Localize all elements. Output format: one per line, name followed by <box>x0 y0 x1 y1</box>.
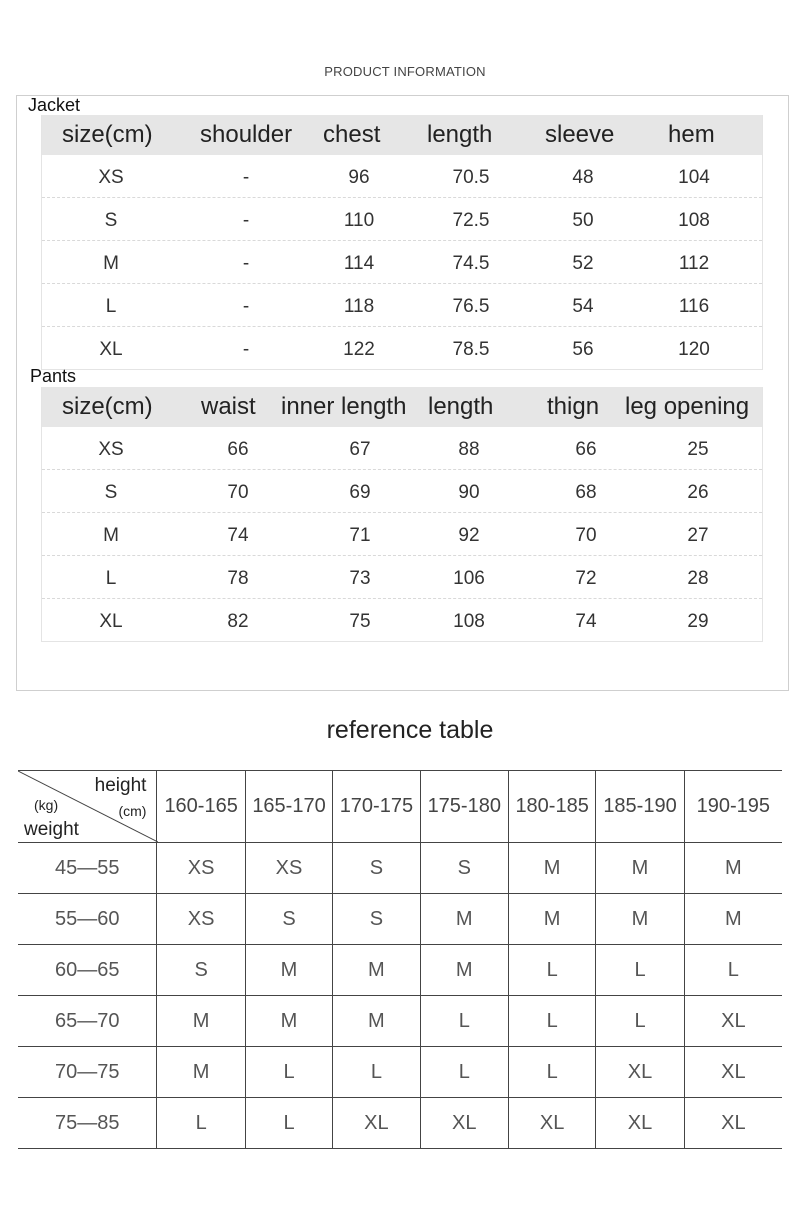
weight-range-cell: 65—70 <box>18 996 157 1047</box>
height-range-header: 160-165 <box>157 771 245 843</box>
reference-row <box>18 1047 782 1098</box>
jacket-cell: L <box>105 296 117 317</box>
size-cell: M <box>157 996 245 1047</box>
pants-cell: 106 <box>453 568 485 589</box>
jacket-cell: - <box>242 210 250 231</box>
jacket-cell: 112 <box>678 253 710 274</box>
pants-cell: XL <box>99 611 123 632</box>
jacket-cell: M <box>103 253 119 274</box>
pants-cell: 75 <box>349 611 371 632</box>
reference-table <box>18 770 782 1149</box>
pants-row <box>42 427 762 470</box>
size-cell: XL <box>333 1098 420 1149</box>
size-cell: M <box>684 894 782 945</box>
pants-cell: 72 <box>575 568 597 589</box>
size-cell: XS <box>245 843 332 894</box>
pants-cell: 108 <box>453 611 485 632</box>
size-cell: XS <box>157 843 245 894</box>
jacket-cell: 72.5 <box>452 210 490 231</box>
jacket-cell: 114 <box>343 253 375 274</box>
size-cell: XL <box>420 1098 508 1149</box>
jacket-table <box>41 115 763 370</box>
size-cell: S <box>245 894 332 945</box>
pants-cell: 66 <box>575 439 597 460</box>
size-cell: S <box>333 843 420 894</box>
pants-cell: 74 <box>227 525 249 546</box>
jacket-cell: 70.5 <box>452 167 490 188</box>
jacket-cell: XS <box>98 167 124 188</box>
jacket-row <box>42 284 762 327</box>
height-range-header: 190-195 <box>684 771 782 843</box>
pants-cell: 68 <box>575 482 597 503</box>
jacket-cell: 78.5 <box>452 339 490 360</box>
weight-range-cell: 75—85 <box>18 1098 157 1149</box>
size-cell: M <box>508 843 595 894</box>
height-range-header: 165-170 <box>245 771 332 843</box>
size-cell: L <box>508 996 595 1047</box>
pants-cell: XS <box>98 439 124 460</box>
pants-cell: 25 <box>687 439 709 460</box>
pants-cell: 27 <box>687 525 709 546</box>
jacket-cell: S <box>104 210 118 231</box>
jacket-cell: 56 <box>572 339 594 360</box>
size-cell: L <box>245 1047 332 1098</box>
jacket-cell: 108 <box>678 210 710 231</box>
size-cell: XL <box>684 1098 782 1149</box>
size-cell: L <box>333 1047 420 1098</box>
pants-header-length: length <box>428 393 494 420</box>
size-cell: L <box>508 1047 595 1098</box>
pants-table <box>41 387 763 642</box>
height-range-header: 175-180 <box>420 771 508 843</box>
size-cell: M <box>245 996 332 1047</box>
size-cell: L <box>157 1098 245 1149</box>
size-cell: XL <box>508 1098 595 1149</box>
size-cell: XL <box>596 1098 684 1149</box>
weight-range-cell: 55—60 <box>18 894 157 945</box>
pants-header-waist: waist <box>201 393 256 420</box>
size-cell: L <box>596 996 684 1047</box>
weight-range-cell: 45—55 <box>18 843 157 894</box>
jacket-cell: 122 <box>343 339 375 360</box>
corner-height-label: height <box>94 775 147 796</box>
pants-cell: 69 <box>349 482 371 503</box>
size-cell: XS <box>157 894 245 945</box>
pants-cell: S <box>104 482 118 503</box>
corner-cm-label: (cm) <box>118 803 147 819</box>
jacket-cell: 120 <box>678 339 710 360</box>
jacket-cell: - <box>242 296 250 317</box>
size-cell: L <box>420 1047 508 1098</box>
pants-header-row <box>42 387 762 427</box>
pants-row <box>42 470 762 513</box>
jacket-header-chest: chest <box>323 121 381 148</box>
pants-cell: 29 <box>687 611 709 632</box>
jacket-row <box>42 327 762 369</box>
jacket-cell: 118 <box>343 296 375 317</box>
corner-kg-label: (kg) <box>34 797 59 813</box>
height-range-header: 185-190 <box>596 771 684 843</box>
size-cell: L <box>245 1098 332 1149</box>
jacket-cell: 110 <box>343 210 375 231</box>
pants-row <box>42 599 762 641</box>
reference-row <box>18 894 782 945</box>
reference-corner-cell <box>18 771 157 843</box>
weight-range-cell: 70—75 <box>18 1047 157 1098</box>
pants-cell: M <box>103 525 119 546</box>
pants-label: Pants <box>30 366 77 386</box>
reference-row <box>18 843 782 894</box>
pants-cell: 70 <box>227 482 249 503</box>
pants-cell: L <box>105 568 117 589</box>
pants-cell: 90 <box>458 482 480 503</box>
reference-title: reference table <box>326 716 494 744</box>
size-cell: M <box>684 843 782 894</box>
pants-cell: 28 <box>687 568 709 589</box>
size-cell: S <box>333 894 420 945</box>
size-cell: L <box>596 945 684 996</box>
jacket-row <box>42 241 762 284</box>
pants-cell: 66 <box>227 439 249 460</box>
pants-cell: 74 <box>575 611 597 632</box>
jacket-header-shoulder: shoulder <box>200 121 293 148</box>
corner-weight-label: weight <box>24 819 79 840</box>
height-range-header: 170-175 <box>333 771 420 843</box>
size-cell: XL <box>596 1047 684 1098</box>
pants-cell: 78 <box>227 568 249 589</box>
jacket-header-length: length <box>427 121 493 148</box>
reference-row <box>18 1098 782 1149</box>
jacket-cell: - <box>242 253 250 274</box>
jacket-cell: 104 <box>678 167 710 188</box>
size-cell: M <box>333 945 420 996</box>
pants-header-thign: thign <box>547 393 600 420</box>
jacket-cell: 116 <box>678 296 710 317</box>
pants-cell: 92 <box>458 525 480 546</box>
jacket-cell: 52 <box>572 253 594 274</box>
pants-cell: 88 <box>458 439 480 460</box>
height-range-header: 180-185 <box>508 771 595 843</box>
pants-cell: 82 <box>227 611 249 632</box>
reference-header-row <box>18 771 782 843</box>
size-cell: L <box>420 996 508 1047</box>
reference-row <box>18 996 782 1047</box>
size-cell: M <box>508 894 595 945</box>
jacket-header-row <box>42 115 762 155</box>
size-cell: M <box>420 945 508 996</box>
pants-row <box>42 513 762 556</box>
size-cell: XL <box>684 996 782 1047</box>
jacket-cell: XL <box>99 339 123 360</box>
size-cell: M <box>596 843 684 894</box>
pants-cell: 71 <box>349 525 371 546</box>
pants-cell: 26 <box>687 482 709 503</box>
jacket-label: Jacket <box>28 95 81 115</box>
jacket-header-size: size(cm) <box>62 121 153 148</box>
jacket-header-sleeve: sleeve <box>545 121 615 148</box>
size-cell: L <box>684 945 782 996</box>
jacket-cell: 54 <box>572 296 594 317</box>
pants-header-leg-opening: leg opening <box>625 393 750 420</box>
size-cell: M <box>157 1047 245 1098</box>
pants-header-inner-length: inner length <box>281 393 407 420</box>
reference-row <box>18 945 782 996</box>
pants-cell: 67 <box>349 439 371 460</box>
size-cell: XL <box>684 1047 782 1098</box>
jacket-header-hem: hem <box>668 121 715 148</box>
size-cell: M <box>596 894 684 945</box>
size-cell: M <box>245 945 332 996</box>
jacket-cell: 74.5 <box>452 253 490 274</box>
jacket-cell: - <box>242 167 250 188</box>
jacket-row <box>42 198 762 241</box>
size-cell: M <box>420 894 508 945</box>
jacket-cell: 76.5 <box>452 296 490 317</box>
page-title: PRODUCT INFORMATION <box>324 64 486 79</box>
jacket-cell: 48 <box>572 167 594 188</box>
pants-header-size: size(cm) <box>62 393 153 420</box>
jacket-cell: 96 <box>348 167 370 188</box>
weight-range-cell: 60—65 <box>18 945 157 996</box>
pants-row <box>42 556 762 599</box>
jacket-cell: 50 <box>572 210 594 231</box>
size-cell: S <box>420 843 508 894</box>
pants-cell: 73 <box>349 568 371 589</box>
size-cell: S <box>157 945 245 996</box>
size-cell: M <box>333 996 420 1047</box>
jacket-row <box>42 155 762 198</box>
jacket-cell: - <box>242 339 250 360</box>
size-cell: L <box>508 945 595 996</box>
pants-cell: 70 <box>575 525 597 546</box>
